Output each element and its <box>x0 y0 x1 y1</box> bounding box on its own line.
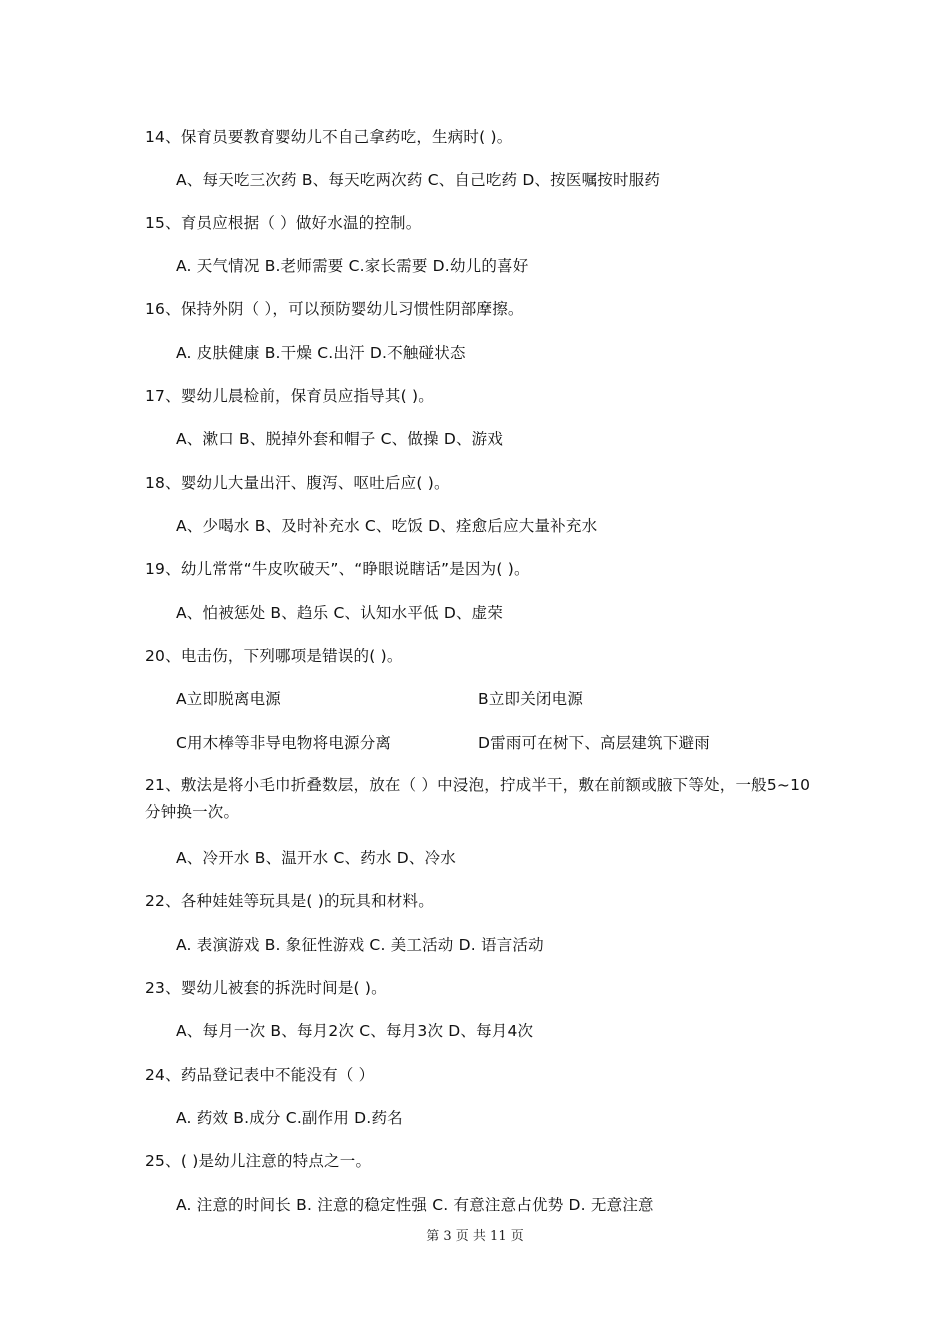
options-21: A、冷开水 B、温开水 C、药水 D、冷水 <box>176 849 456 867</box>
question-19: 19、幼儿常常“牛皮吹破天”、“睁眼说瞎话”是因为( )。 <box>145 560 530 578</box>
options-17: A、漱口 B、脱掉外套和帽子 C、做操 D、游戏 <box>176 430 504 448</box>
options-14: A、每天吃三次药 B、每天吃两次药 C、自己吃药 D、按医嘱按时服药 <box>176 171 661 189</box>
option-20-c: C用木棒等非导电物将电源分离 <box>176 734 392 752</box>
page-footer: 第 3 页 共 11 页 <box>426 1229 524 1244</box>
options-22: A. 表演游戏 B. 象征性游戏 C. 美工活动 D. 语言活动 <box>176 936 544 954</box>
option-20-a: A立即脱离电源 <box>176 690 282 708</box>
question-18: 18、婴幼儿大量出汗、腹泻、呕吐后应( )。 <box>145 474 450 492</box>
options-19: A、怕被惩处 B、趋乐 C、认知水平低 D、虚荣 <box>176 604 504 622</box>
question-14: 14、保育员要教育婴幼儿不自己拿药吃，生病时( )。 <box>145 128 513 146</box>
question-20: 20、电击伤，下列哪项是错误的( )。 <box>145 647 403 665</box>
question-17: 17、婴幼儿晨检前，保育员应指导其( )。 <box>145 387 434 405</box>
question-25: 25、( )是幼儿注意的特点之一。 <box>145 1152 372 1170</box>
question-24: 24、药品登记表中不能没有（ ） <box>145 1066 375 1084</box>
option-20-d: D雷雨可在树下、高层建筑下避雨 <box>478 734 710 752</box>
options-16: A. 皮肤健康 B.干燥 C.出汗 D.不触碰状态 <box>176 344 466 362</box>
question-15: 15、育员应根据（ ）做好水温的控制。 <box>145 214 422 232</box>
question-22: 22、各种娃娃等玩具是( )的玩具和材料。 <box>145 892 434 910</box>
question-16: 16、保持外阴（ ），可以预防婴幼儿习惯性阴部摩擦。 <box>145 300 524 318</box>
options-23: A、每月一次 B、每月2次 C、每月3次 D、每月4次 <box>176 1022 534 1040</box>
question-21: 21、敷法是将小毛巾折叠数层，放在（ ）中浸泡，拧成半干，敷在前额或腋下等处，一般5~10分钟换一次。 <box>145 776 811 821</box>
options-15: A. 天气情况 B.老师需要 C.家长需要 D.幼儿的喜好 <box>176 257 529 275</box>
options-25: A. 注意的时间长 B. 注意的稳定性强 C. 有意注意占优势 D. 无意注意 <box>176 1196 654 1214</box>
option-20-b: B立即关闭电源 <box>478 690 584 708</box>
options-24: A. 药效 B.成分 C.副作用 D.药名 <box>176 1109 403 1127</box>
question-23: 23、婴幼儿被套的拆洗时间是( )。 <box>145 979 387 997</box>
options-18: A、少喝水 B、及时补充水 C、吃饭 D、痊愈后应大量补充水 <box>176 517 598 535</box>
